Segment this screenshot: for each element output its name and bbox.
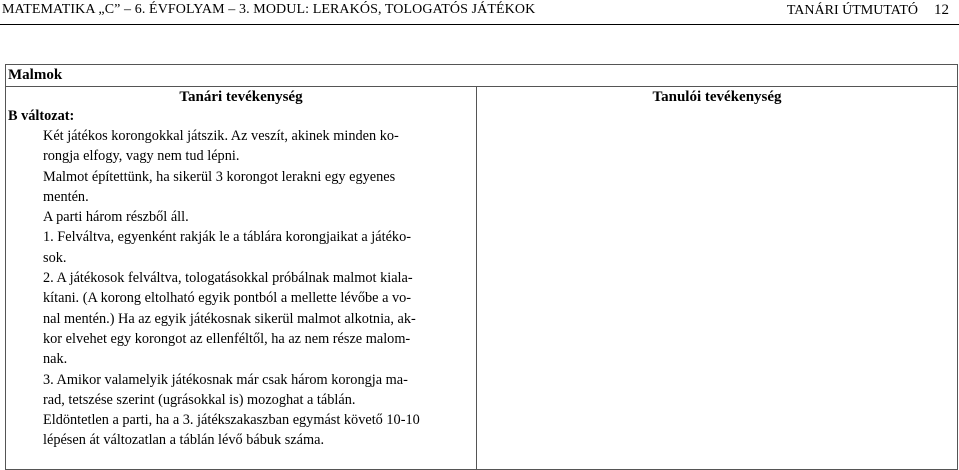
table-title-row (6, 65, 958, 87)
header-module-title: MATEMATIKA „C” – 6. ÉVFOLYAM – 3. MODUL: LERAKÓS, TOLOGATÓS JÁTÉKOK (2, 2, 536, 17)
rules-line: rongja elfogy, vagy nem tud lépni. (43, 148, 240, 165)
rules-line: 1. Felváltva, egyenként rakják le a táblára korongjaikat a játéko- (43, 229, 411, 246)
variant-label: B változat: (8, 108, 75, 124)
rules-line: rad, tetszése szerint (ugrásokkal is) mozoghat a táblán. (43, 391, 356, 408)
teacher-column (6, 87, 477, 470)
student-column-header: Tanulói tevékenység (652, 89, 782, 105)
rules-line: Eldöntetlen a parti, ha a 3. játékszakaszban egymást követő 10-10 (43, 412, 420, 429)
rules-line: 2. A játékosok felváltva, tologatásokkal próbálnak malmot kiala- (43, 270, 413, 287)
rules-line: mentén. (43, 188, 89, 205)
table-content-row (6, 87, 958, 470)
header-guide-text: TANÁRI ÚTMUTATÓ (786, 3, 918, 18)
page-number: 12 (934, 2, 949, 18)
rules-text (6, 126, 476, 469)
rules-line: lépésen át változatlan a táblán lévő bábuk száma. (43, 432, 325, 449)
rules-line: sok. (43, 249, 67, 266)
rules-line: kítani. (A korong eltolható egyik pontból a mellette lévőbe a vo- (43, 290, 412, 307)
student-column (477, 87, 958, 470)
header-guide-label (787, 1, 949, 20)
rules-line: 3. Amikor valamelyik játékosnak már csak három korongja ma- (43, 371, 408, 388)
rules-line: Két játékos korongokkal játszik. Az veszít, akinek minden ko- (43, 128, 399, 144)
rules-line: nal mentén.) Ha az egyik játékosnak sikerül malmot alkotnia, ak- (43, 310, 416, 327)
page-header (0, 0, 959, 22)
activity-title: Malmok (8, 67, 63, 83)
rules-line: nak. (43, 351, 68, 368)
rules-line: A parti három részből áll. (43, 209, 189, 226)
rules-line: Malmot építettünk, ha sikerül 3 korongot lerakni egy egyenes (43, 168, 396, 185)
header-rule (0, 24, 959, 25)
activity-table (5, 64, 958, 470)
rules-line: kor elvehet egy korongot az ellenféltől, ha az nem része malom- (43, 330, 411, 347)
teacher-column-header: Tanári tevékenység (179, 89, 303, 105)
